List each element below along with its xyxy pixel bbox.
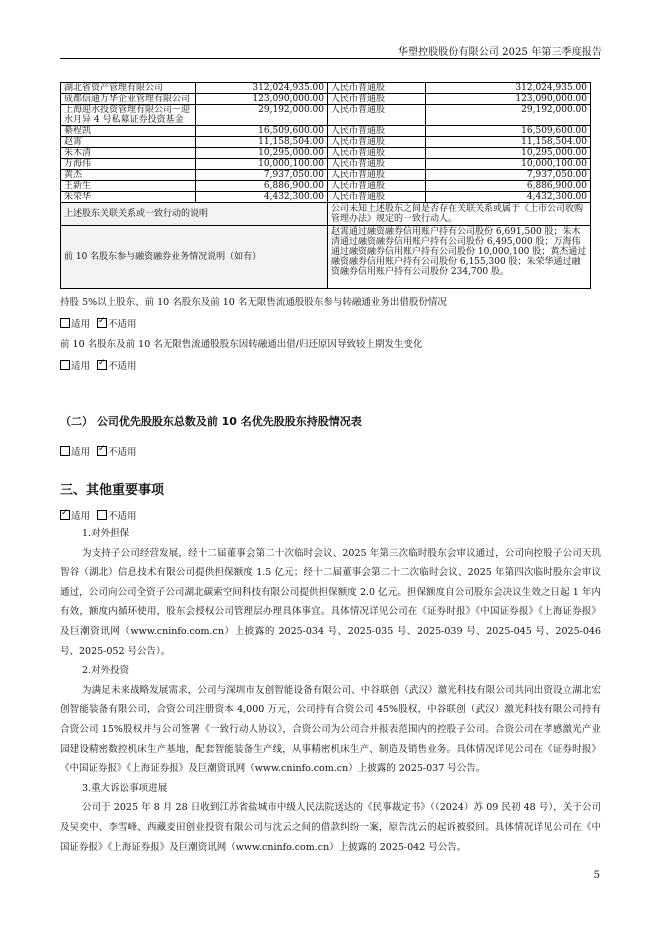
share-type: 人民币普通股 xyxy=(328,94,426,105)
lending-no-label: 不适用 xyxy=(108,319,137,330)
section-heading: 三、其他重要事项 xyxy=(60,483,165,498)
shares-held: 123,090,000.00 xyxy=(196,94,328,105)
shares-held: 29,192,000.00 xyxy=(196,105,328,126)
shares-held: 11,158,504.00 xyxy=(196,137,328,148)
preferred-heading: （二） 公司优先股股东总数及前 10 名优先股股东持股情况表 xyxy=(60,415,362,428)
shares-held: 16,509,600.00 xyxy=(196,126,328,137)
share-type: 人民币普通股 xyxy=(328,137,426,148)
shares-held: 10,000,100.00 xyxy=(196,159,328,170)
other-options xyxy=(60,510,602,523)
margin-value: 赵霄通过融资融券信用账户持有公司股份 6,691,500 股；朱木清通过融资融券信用账户持有公司股份 6,495,000 股；万海伟通过融资融券信用账户持有公司股份 10,000,100 股；黄杰通过融资融券信用账户持有公司股份 6,155,300 股；朱荣华通过融资融券信用账户持有公司股份 234,700 股。 xyxy=(328,226,591,289)
change-question: 前 10 名股东及前 10 名无限售流通股股东因转融通出借/归还原因导致较上期发生变化 xyxy=(60,339,423,350)
shareholder-name: 万海伟 xyxy=(61,159,196,170)
share-type: 人民币普通股 xyxy=(328,126,426,137)
margin-row xyxy=(61,226,591,289)
shareholder-name: 黄杰 xyxy=(61,170,196,181)
change-yes-checkbox[interactable] xyxy=(60,360,70,370)
pref-no-label: 不适用 xyxy=(108,447,137,458)
shares-held: 312,024,935.00 xyxy=(196,83,328,94)
lending-no-checkbox[interactable] xyxy=(97,318,107,328)
table-row xyxy=(61,83,591,94)
change-no-label: 不适用 xyxy=(108,361,137,372)
table-row xyxy=(61,192,591,203)
share-type: 人民币普通股 xyxy=(328,105,426,126)
page-number: 5 xyxy=(593,870,600,881)
table-row xyxy=(61,137,591,148)
lending-options xyxy=(60,318,602,331)
share-amount: 10,295,000.00 xyxy=(425,148,590,159)
shareholder-name: 朱荣华 xyxy=(61,192,196,203)
share-amount: 312,024,935.00 xyxy=(425,83,590,94)
share-type: 人民币普通股 xyxy=(328,192,426,203)
investment-paragraph: 为满足未来战略发展需求，公司与深圳市友创智能设备有限公司、中谷联创（武汉）激光科技有限公司共同出资设立湖北宏创智能装备有限公司，合资公司注册资本 4,000 万元，公司持有合资公司 45%股权，中谷联创（武汉）激光科技有限公司持有合资公司 15%股权并与公司签署《一致行动人协议》，合资公司为公司合并报表范围内的控股子公司。合资公司在孝感激光产业园建设精密数控机床生产基地，配套智能装备生产线，从事精密机床生产、制造及销售业务。具体情况详见公司在《证券时报》《中国证券报》《上海证券报》及巨潮资讯网（www.cninfo.com.cn）上披露的 2025-037 号公告。 xyxy=(60,684,601,775)
pref-no-checkbox[interactable] xyxy=(97,446,107,456)
change-no-checkbox[interactable] xyxy=(97,360,107,370)
share-amount: 29,192,000.00 xyxy=(425,105,590,126)
shareholder-name: 赵霄 xyxy=(61,137,196,148)
relation-label: 上述股东关联关系或一致行动的说明 xyxy=(61,203,328,226)
litigation-paragraph: 公司于 2025 年 8 月 28 日收到江苏省盐城市中级人民法院送达的《民事裁定书》（（2024）苏 09 民初 48 号），关于公司及吴奕中、李雪峰、西藏麦田创业投资有限公司与沈云之间的借款纠纷一案，原告沈云的起诉被驳回。具体情况详见公司在《中国证券报》《上海证券报》及巨潮资讯网（www.cninfo.com.cn）上披露的 2025-042 号公告。 xyxy=(60,802,601,853)
table-row xyxy=(61,170,591,181)
share-type: 人民币普通股 xyxy=(328,148,426,159)
share-amount: 123,090,000.00 xyxy=(425,94,590,105)
share-type: 人民币普通股 xyxy=(328,181,426,192)
guarantee-paragraph: 为支持子公司经营发展，经十二届董事会第二十次临时会议、2025 年第三次临时股东会审议通过，公司向控股子公司天玑智谷（湖北）信息技术有限公司提供担保额度 1.5 亿元；经十二届董事会第二十二次临时会议、2025 年第四次临时股东会审议通过，公司向公司全资子公司湖北碳索空间科技有限公司提供担保额度 2.0 亿元。担保额度自公司股东会决议生效之日起 1 年内有效，额度内循环使用，股东会授权公司管理层办理具体事宜。具体情况详见公司在《证券时报》《中国证券报》《上海证券报》及巨潮资讯网（www.cninfo.com.cn）上披露的 2025-034 号、2025-035 号、2025-039 号、2025-045 号、2025-046 号、2025-052 号公告）。 xyxy=(60,547,601,657)
change-yes-label: 适用 xyxy=(71,361,91,372)
other-no-checkbox[interactable] xyxy=(97,510,107,520)
pref-options xyxy=(60,446,602,459)
lending-yes-checkbox[interactable] xyxy=(60,318,70,328)
share-amount: 16,509,600.00 xyxy=(425,126,590,137)
share-amount: 6,886,900.00 xyxy=(425,181,590,192)
report-header: 华塑控股股份有限公司 2025 年第三季度报告 xyxy=(397,47,602,58)
lending-yes-label: 适用 xyxy=(71,319,91,330)
change-options xyxy=(60,360,602,373)
shares-held: 7,937,050.00 xyxy=(196,170,328,181)
guarantee-title: 1.对外担保 xyxy=(82,528,130,539)
table-row xyxy=(61,126,591,137)
table-row xyxy=(61,148,591,159)
share-type: 人民币普通股 xyxy=(328,159,426,170)
share-type: 人民币普通股 xyxy=(328,170,426,181)
other-yes-checkbox[interactable] xyxy=(60,510,70,520)
shareholders-table xyxy=(60,82,591,289)
shareholder-name: 王新生 xyxy=(61,181,196,192)
other-matters-body xyxy=(60,524,601,857)
lending-question: 持股 5%以上股东、前 10 名股东及前 10 名无限售流通股股东参与转融通业务出借股份情况 xyxy=(60,297,447,308)
other-no-label: 不适用 xyxy=(108,511,137,522)
shareholder-name: 綦程凯 xyxy=(61,126,196,137)
share-amount: 4,432,300.00 xyxy=(425,192,590,203)
share-type: 人民币普通股 xyxy=(328,83,426,94)
share-amount: 11,158,504.00 xyxy=(425,137,590,148)
shareholder-name: 成都信通万华企业管理有限公司 xyxy=(61,94,196,105)
other-yes-label: 适用 xyxy=(71,511,91,522)
pref-yes-checkbox[interactable] xyxy=(60,446,70,456)
shares-held: 10,295,000.00 xyxy=(196,148,328,159)
share-amount: 10,000,100.00 xyxy=(425,159,590,170)
share-amount: 7,937,050.00 xyxy=(425,170,590,181)
margin-label: 前 10 名股东参与融资融券业务情况说明（如有） xyxy=(61,226,328,289)
table-row xyxy=(61,105,591,126)
relation-row xyxy=(61,203,591,226)
shares-held: 4,432,300.00 xyxy=(196,192,328,203)
investment-title: 2.对外投资 xyxy=(82,665,130,677)
table-row xyxy=(61,94,591,105)
shareholder-name: 湖北省资产管理有限公司 xyxy=(61,83,196,94)
table-row xyxy=(61,159,591,170)
litigation-title: 3.重大诉讼事项进展 xyxy=(82,782,168,794)
shareholder-name: 上海迎水投资管理有限公司－迎水月异 4 号私募证券投资基金 xyxy=(61,105,196,126)
header-divider xyxy=(60,58,600,59)
relation-value: 公司未知上述股东之间是否存在关联关系或属于《上市公司收购管理办法》规定的一致行动人。 xyxy=(328,203,591,226)
table-row xyxy=(61,181,591,192)
shares-held: 6,886,900.00 xyxy=(196,181,328,192)
shareholder-name: 朱木清 xyxy=(61,148,196,159)
pref-yes-label: 适用 xyxy=(71,447,91,458)
